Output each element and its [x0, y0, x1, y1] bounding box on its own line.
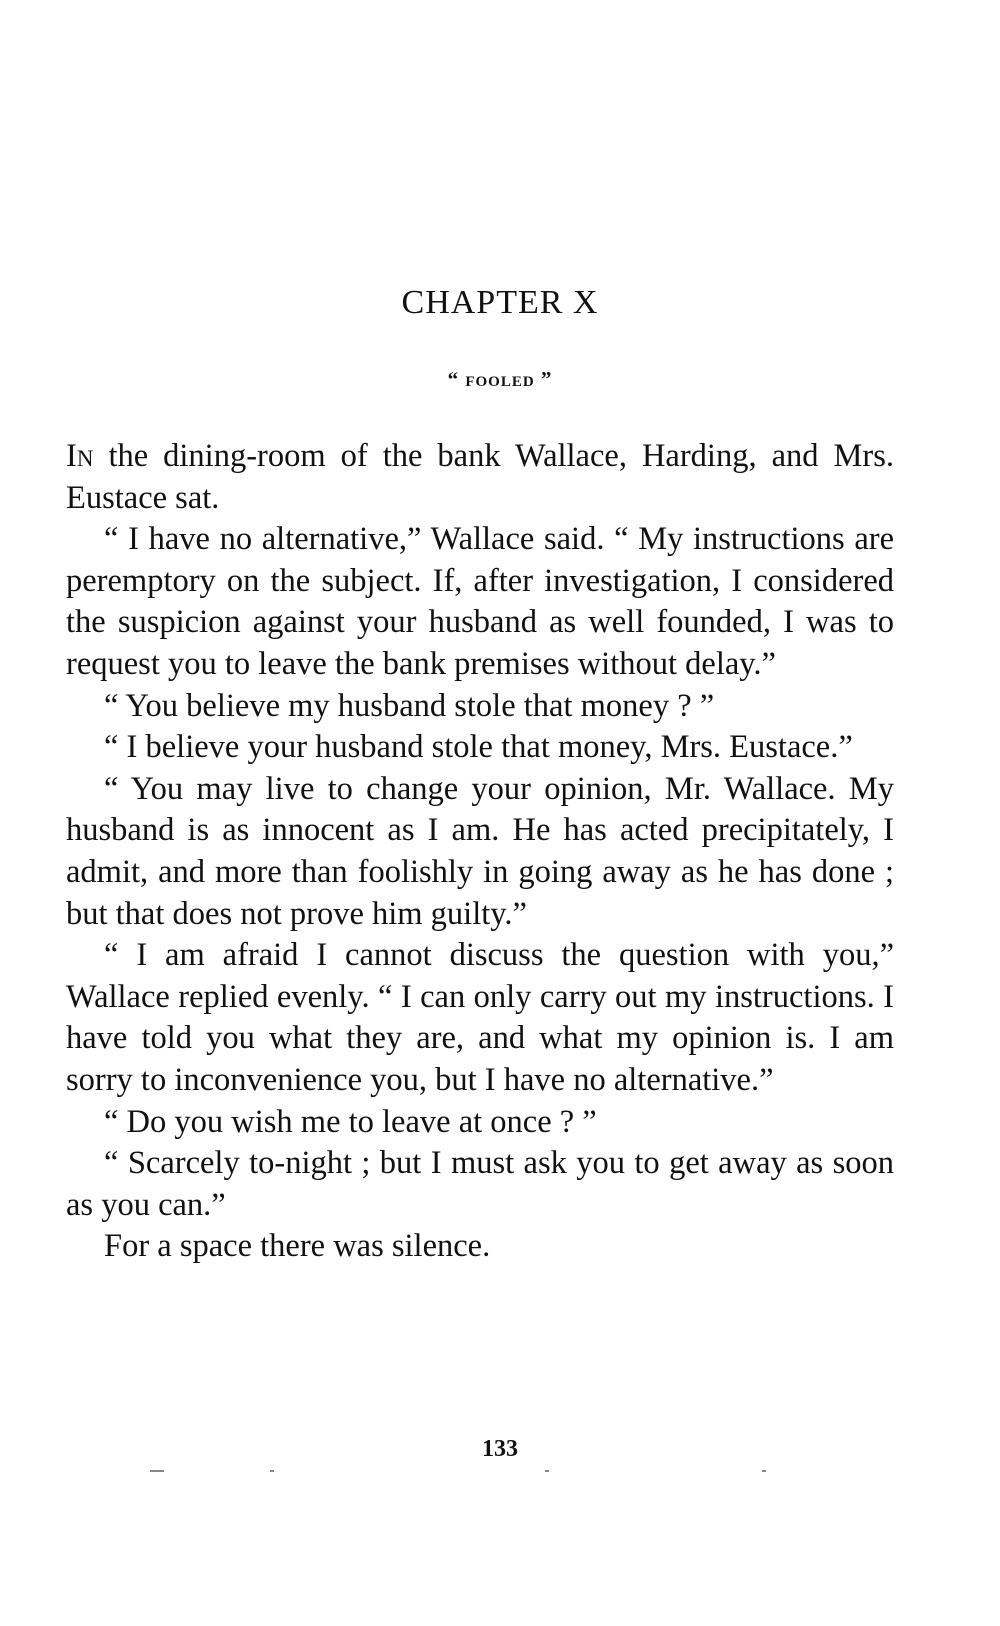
- paragraph-lead-word: In: [66, 438, 94, 474]
- scan-speck: [762, 1470, 766, 1472]
- chapter-heading: CHAPTER X: [401, 284, 599, 321]
- paragraph-1: [66, 436, 894, 519]
- paragraph-3: “ You believe my husband stole that money ? ”: [104, 687, 715, 724]
- paragraph-4: “ I believe your husband stole that money, Mrs. Eustace.”: [104, 729, 853, 766]
- scan-speck: [150, 1470, 164, 1472]
- paragraph-6: “ I am afraid I cannot discuss the question with you,” Wallace replied evenly. “ I can only carry out my instructions. I have told you what they are, and what my opinion is. I am sorry to inconvenience you, but I have no alternative.”: [66, 937, 894, 1098]
- body-text: [66, 436, 894, 1268]
- chapter-subtitle: “ fooled ”: [447, 367, 553, 391]
- paragraph-5: “ You may live to change your opinion, Mr. Wallace. My husband is as innocent as I am. He has acted precipitately, I admit, and more than foolishly in going away as he has done ; but that does not prove him guilty.”: [66, 770, 894, 932]
- scan-speck: [545, 1470, 549, 1472]
- paragraph-2: “ I have no alternative,” Wallace said. “ My instructions are peremptory on the subject. If, after investigation, I considered the suspicion against your husband as well founded, I was to request you to leave the bank premises without delay.”: [66, 521, 894, 682]
- paragraph-text: the dining-room of the bank Wallace, Harding, and Mrs. Eustace sat.: [66, 438, 894, 516]
- scan-speck: [270, 1470, 274, 1472]
- page-number: 133: [482, 1436, 518, 1462]
- paragraph-7: “ Do you wish me to leave at once ? ”: [104, 1103, 597, 1140]
- paragraph-9: For a space there was silence.: [104, 1228, 491, 1265]
- paragraph-8: “ Scarcely to-night ; but I must ask you to get away as soon as you can.”: [66, 1145, 894, 1223]
